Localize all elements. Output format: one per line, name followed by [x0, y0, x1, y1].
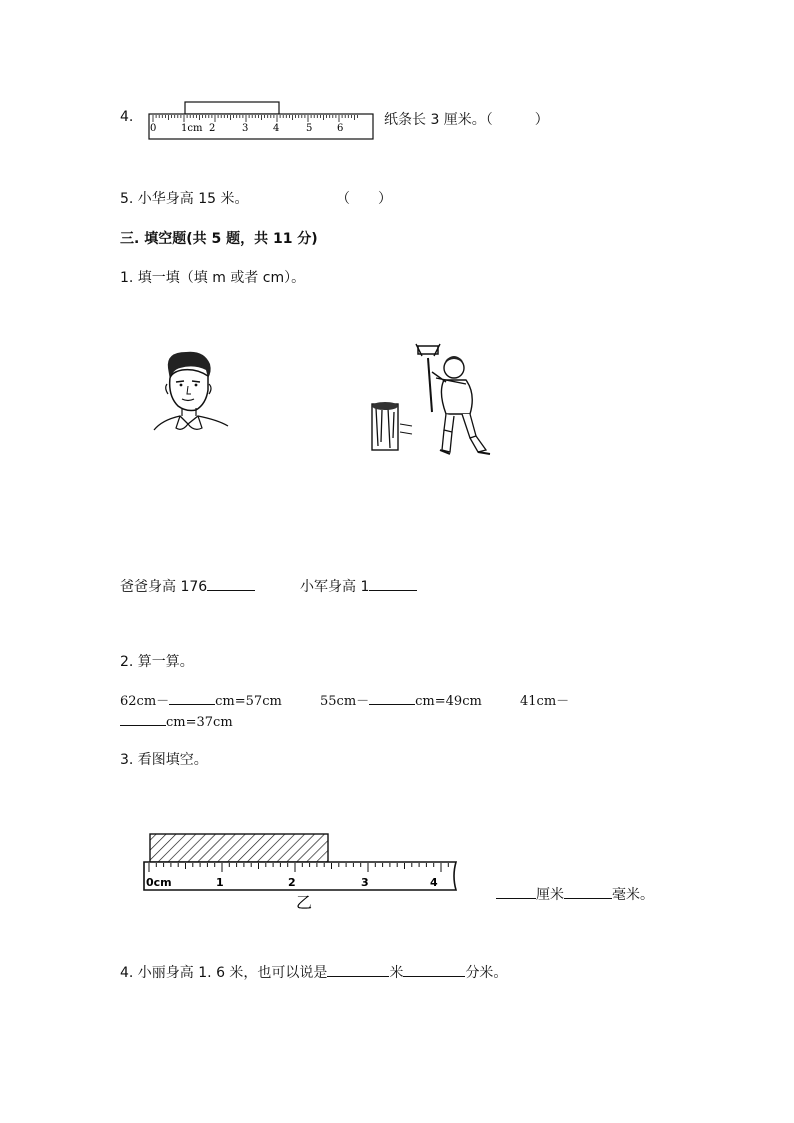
- q4-ruler: [148, 100, 374, 142]
- ruler-label-0cm: 0cm: [146, 876, 172, 889]
- ruler-label-6: 6: [337, 123, 344, 134]
- cm-blank[interactable]: [496, 884, 536, 899]
- ruler-label-4: 4: [273, 123, 280, 134]
- xiaojun-height-text: 小军身高 1: [300, 579, 370, 595]
- ruler-label-1: 1: [216, 876, 224, 889]
- section-title: 三. 填空题(共 5 题，共 11 分): [120, 231, 318, 247]
- object-yi-bar: [150, 834, 328, 862]
- fill4-line: [120, 962, 507, 982]
- q4-statement: 纸条长 3 厘米。（ ）: [384, 112, 549, 128]
- decimeter-blank[interactable]: [403, 962, 465, 977]
- ruler-label-0: 0: [150, 123, 157, 134]
- eq2-blank[interactable]: [369, 690, 415, 705]
- eq3-blank[interactable]: [120, 711, 166, 726]
- fill4-text: 4. 小丽身高 1. 6 米，也可以说是: [120, 965, 328, 981]
- father-height-text: 爸爸身高 176: [120, 579, 208, 595]
- unit-mm: 毫米。: [612, 887, 654, 903]
- fill2-prompt: 2. 算一算。: [120, 654, 194, 670]
- equation-3-left: 41cm－: [520, 694, 570, 709]
- label-yi: 乙: [296, 893, 313, 912]
- father-unit-blank[interactable]: [207, 576, 255, 591]
- eq1-left: 62cm－: [120, 694, 170, 709]
- unit-dm: 分米。: [465, 965, 508, 981]
- eq1-right: cm=57cm: [215, 694, 282, 709]
- fill3-ruler-figure: [140, 830, 470, 912]
- ruler-label-1: 1cm: [181, 123, 203, 134]
- fill3-answer-line: [496, 884, 654, 904]
- equation-2: [320, 690, 482, 709]
- father-height-line: [120, 576, 255, 596]
- ruler-body: [144, 862, 456, 890]
- ruler-label-4: 4: [430, 876, 438, 889]
- q4-number: 4.: [120, 109, 134, 125]
- paper-strip: [185, 102, 279, 114]
- equation-1: [120, 690, 282, 709]
- q5-text: 5. 小华身高 15 米。: [120, 191, 249, 207]
- mm-blank[interactable]: [564, 884, 612, 899]
- equation-3-continued: [120, 711, 233, 730]
- ruler-label-2: 2: [288, 876, 296, 889]
- eq2-left: 55cm－: [320, 694, 370, 709]
- eq2-right: cm=49cm: [415, 694, 482, 709]
- ruler-label-5: 5: [306, 123, 313, 134]
- ruler-label-3: 3: [242, 123, 249, 134]
- q5-answer-paren[interactable]: （ ）: [336, 191, 392, 207]
- ruler-label-2: 2: [209, 123, 216, 134]
- father-portrait-image: [152, 350, 232, 440]
- xiaojun-height-line: [300, 576, 417, 596]
- eq1-blank[interactable]: [169, 690, 215, 705]
- fill1-prompt: 1. 填一填（填 m 或者 cm）。: [120, 270, 306, 286]
- xiaojun-hammer-image: [366, 338, 496, 458]
- unit-m: 米: [389, 965, 404, 981]
- xiaojun-unit-blank[interactable]: [369, 576, 417, 591]
- fill3-prompt: 3. 看图填空。: [120, 752, 208, 768]
- ruler-label-3: 3: [361, 876, 369, 889]
- eq3-right: cm=37cm: [166, 715, 233, 730]
- meter-blank[interactable]: [327, 962, 389, 977]
- unit-cm: 厘米: [536, 887, 564, 903]
